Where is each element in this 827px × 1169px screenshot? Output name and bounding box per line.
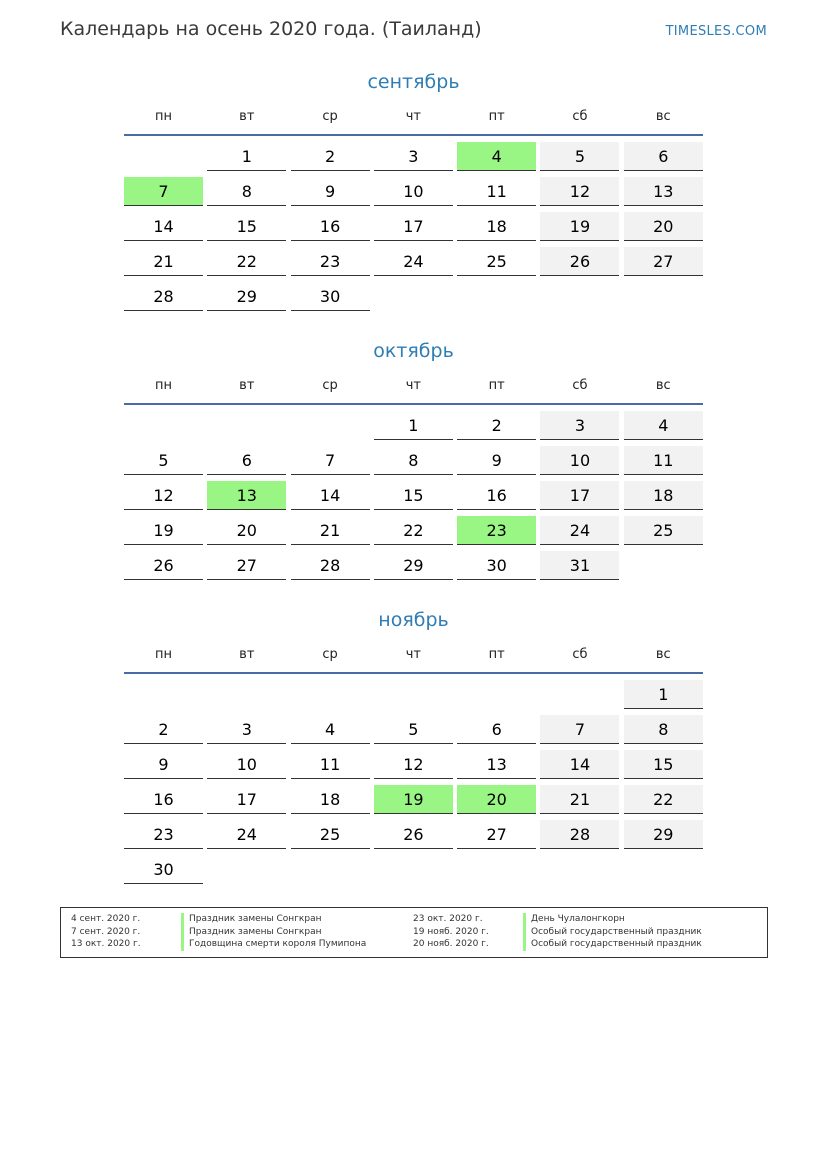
day-cell[interactable]: 18 xyxy=(624,481,703,510)
day-cell[interactable]: 9 xyxy=(457,446,536,475)
day-cell[interactable]: 25 xyxy=(624,516,703,545)
day-cell[interactable]: 25 xyxy=(291,820,370,849)
day-cell[interactable]: 22 xyxy=(207,247,286,276)
day-cell[interactable]: 8 xyxy=(207,177,286,206)
day-cell[interactable]: 22 xyxy=(624,785,703,814)
day-cell[interactable]: 24 xyxy=(374,247,453,276)
day-cell[interactable]: 27 xyxy=(624,247,703,276)
day-cell[interactable]: 6 xyxy=(624,142,703,171)
day-cell[interactable]: 3 xyxy=(374,142,453,171)
legend-date: 13 окт. 2020 г. xyxy=(71,939,141,949)
days-grid xyxy=(124,680,703,884)
day-cell[interactable]: 15 xyxy=(207,212,286,241)
site-link[interactable]: TIMESLES.COM xyxy=(665,24,767,39)
weekday-label: ср xyxy=(322,378,338,393)
legend-holiday-name: Годовщина смерти короля Пумипона xyxy=(181,938,413,951)
day-cell[interactable]: 2 xyxy=(291,142,370,171)
day-cell[interactable]: 25 xyxy=(457,247,536,276)
day-cell[interactable]: 12 xyxy=(374,750,453,779)
day-cell[interactable]: 26 xyxy=(124,551,203,580)
day-cell[interactable]: 23 xyxy=(124,820,203,849)
weekday-label: сб xyxy=(572,378,588,393)
legend-grid xyxy=(71,913,757,951)
weekday-label: вт xyxy=(239,647,255,662)
page-title: Календарь на осень 2020 года. (Таиланд) xyxy=(60,18,482,40)
day-cell[interactable]: 23 xyxy=(291,247,370,276)
day-cell[interactable]: 17 xyxy=(374,212,453,241)
empty-cell xyxy=(291,680,370,709)
day-cell[interactable]: 4 xyxy=(291,715,370,744)
day-cell[interactable]: 28 xyxy=(291,551,370,580)
legend-date: 19 нояб. 2020 г. xyxy=(413,926,489,937)
weekday-label: пт xyxy=(488,109,505,124)
weekday-label: сб xyxy=(572,109,588,124)
holiday-legend xyxy=(60,907,768,958)
day-cell[interactable]: 11 xyxy=(291,750,370,779)
day-cell[interactable]: 15 xyxy=(624,750,703,779)
legend-date: 4 сент. 2020 г. xyxy=(71,914,141,924)
day-cell[interactable]: 9 xyxy=(124,750,203,779)
day-cell[interactable]: 16 xyxy=(291,212,370,241)
empty-cell xyxy=(124,142,203,171)
weekday-label: вт xyxy=(239,109,255,124)
day-cell[interactable]: 12 xyxy=(124,481,203,510)
day-cell[interactable]: 22 xyxy=(374,516,453,545)
month-divider xyxy=(124,403,703,405)
day-cell[interactable]: 10 xyxy=(374,177,453,206)
empty-cell xyxy=(207,680,286,709)
legend-holiday-name: День Чулалонгкорн xyxy=(523,913,763,926)
month-divider xyxy=(124,672,703,674)
weekday-label: чт xyxy=(405,378,422,393)
legend-holiday-name: Особый государственный праздник xyxy=(523,938,763,951)
month-november xyxy=(124,606,703,884)
day-cell-holiday[interactable]: 20 xyxy=(457,785,536,814)
legend-holiday-name: Праздник замены Сонгкран xyxy=(181,913,413,926)
day-cell[interactable]: 20 xyxy=(207,516,286,545)
day-cell[interactable]: 6 xyxy=(457,715,536,744)
month-divider xyxy=(124,134,703,136)
day-cell[interactable]: 19 xyxy=(124,516,203,545)
month-title: сентябрь xyxy=(367,71,460,93)
day-cell-holiday[interactable]: 13 xyxy=(207,481,286,510)
day-cell-holiday[interactable]: 4 xyxy=(457,142,536,171)
day-cell[interactable]: 13 xyxy=(457,750,536,779)
weekday-label: вс xyxy=(655,109,671,124)
day-cell[interactable]: 8 xyxy=(624,715,703,744)
day-cell[interactable]: 16 xyxy=(457,481,536,510)
day-cell[interactable]: 11 xyxy=(624,446,703,475)
day-cell[interactable]: 5 xyxy=(374,715,453,744)
day-cell[interactable]: 14 xyxy=(124,212,203,241)
day-cell[interactable]: 28 xyxy=(540,820,619,849)
day-cell[interactable]: 29 xyxy=(624,820,703,849)
day-cell[interactable]: 6 xyxy=(207,446,286,475)
weekday-label: пн xyxy=(155,647,172,662)
day-cell[interactable]: 12 xyxy=(540,177,619,206)
day-cell[interactable]: 24 xyxy=(540,516,619,545)
legend-date: 23 окт. 2020 г. xyxy=(413,914,483,924)
day-cell[interactable]: 7 xyxy=(540,715,619,744)
weekday-header xyxy=(124,645,703,665)
day-cell[interactable]: 24 xyxy=(207,820,286,849)
weekday-label: пн xyxy=(155,109,172,124)
day-cell[interactable]: 14 xyxy=(540,750,619,779)
day-cell[interactable]: 1 xyxy=(374,411,453,440)
weekday-label: вс xyxy=(655,647,671,662)
day-cell-holiday[interactable]: 7 xyxy=(124,177,203,206)
month-october xyxy=(124,337,703,580)
empty-cell xyxy=(207,411,286,440)
day-cell[interactable]: 21 xyxy=(124,247,203,276)
day-cell[interactable]: 29 xyxy=(207,282,286,311)
day-cell[interactable]: 30 xyxy=(124,855,203,884)
day-cell[interactable]: 1 xyxy=(207,142,286,171)
day-cell[interactable]: 3 xyxy=(207,715,286,744)
day-cell[interactable]: 2 xyxy=(124,715,203,744)
day-cell[interactable]: 15 xyxy=(374,481,453,510)
legend-holiday-name: Праздник замены Сонгкран xyxy=(181,926,413,939)
day-cell[interactable]: 9 xyxy=(291,177,370,206)
day-cell[interactable]: 17 xyxy=(207,785,286,814)
empty-cell xyxy=(124,680,203,709)
day-cell[interactable]: 16 xyxy=(124,785,203,814)
day-cell[interactable]: 18 xyxy=(291,785,370,814)
day-cell[interactable]: 11 xyxy=(457,177,536,206)
day-cell-holiday[interactable]: 19 xyxy=(374,785,453,814)
day-cell[interactable]: 8 xyxy=(374,446,453,475)
empty-cell xyxy=(457,680,536,709)
weekday-header xyxy=(124,376,703,396)
day-cell[interactable]: 4 xyxy=(624,411,703,440)
day-cell[interactable]: 3 xyxy=(540,411,619,440)
day-cell[interactable]: 21 xyxy=(291,516,370,545)
day-cell[interactable]: 5 xyxy=(124,446,203,475)
day-cell[interactable]: 14 xyxy=(291,481,370,510)
day-cell[interactable]: 27 xyxy=(207,551,286,580)
weekday-label: ср xyxy=(322,109,338,124)
day-cell[interactable]: 13 xyxy=(624,177,703,206)
empty-cell xyxy=(374,680,453,709)
day-cell[interactable]: 19 xyxy=(540,212,619,241)
days-grid xyxy=(124,411,703,580)
day-cell[interactable]: 17 xyxy=(540,481,619,510)
day-cell-holiday[interactable]: 23 xyxy=(457,516,536,545)
weekday-label: пт xyxy=(488,647,505,662)
weekday-label: ср xyxy=(322,647,338,662)
weekday-label: чт xyxy=(405,647,422,662)
day-cell[interactable]: 27 xyxy=(457,820,536,849)
day-cell[interactable]: 21 xyxy=(540,785,619,814)
weekday-header xyxy=(124,107,703,127)
legend-date: 7 сент. 2020 г. xyxy=(71,926,141,937)
weekday-label: вт xyxy=(239,378,255,393)
empty-cell xyxy=(291,411,370,440)
day-cell[interactable]: 30 xyxy=(291,282,370,311)
day-cell[interactable]: 18 xyxy=(457,212,536,241)
weekday-label: чт xyxy=(405,109,422,124)
day-cell[interactable]: 26 xyxy=(540,247,619,276)
day-cell[interactable]: 10 xyxy=(540,446,619,475)
month-title: ноябрь xyxy=(378,609,449,631)
day-cell[interactable]: 7 xyxy=(291,446,370,475)
day-cell[interactable]: 30 xyxy=(457,551,536,580)
weekday-label: сб xyxy=(572,647,588,662)
day-cell[interactable]: 2 xyxy=(457,411,536,440)
day-cell[interactable]: 26 xyxy=(374,820,453,849)
weekday-label: пт xyxy=(488,378,505,393)
legend-date: 20 нояб. 2020 г. xyxy=(413,939,489,949)
day-cell[interactable]: 5 xyxy=(540,142,619,171)
month-september xyxy=(124,68,703,311)
month-title: октябрь xyxy=(373,340,454,362)
days-grid xyxy=(124,142,703,311)
day-cell[interactable]: 1 xyxy=(624,680,703,709)
legend-holiday-name: Особый государственный праздник xyxy=(523,926,763,939)
weekday-label: пн xyxy=(155,378,172,393)
day-cell[interactable]: 28 xyxy=(124,282,203,311)
day-cell[interactable]: 29 xyxy=(374,551,453,580)
day-cell[interactable]: 20 xyxy=(624,212,703,241)
weekday-label: вс xyxy=(655,378,671,393)
day-cell[interactable]: 10 xyxy=(207,750,286,779)
day-cell[interactable]: 31 xyxy=(540,551,619,580)
empty-cell xyxy=(540,680,619,709)
empty-cell xyxy=(124,411,203,440)
